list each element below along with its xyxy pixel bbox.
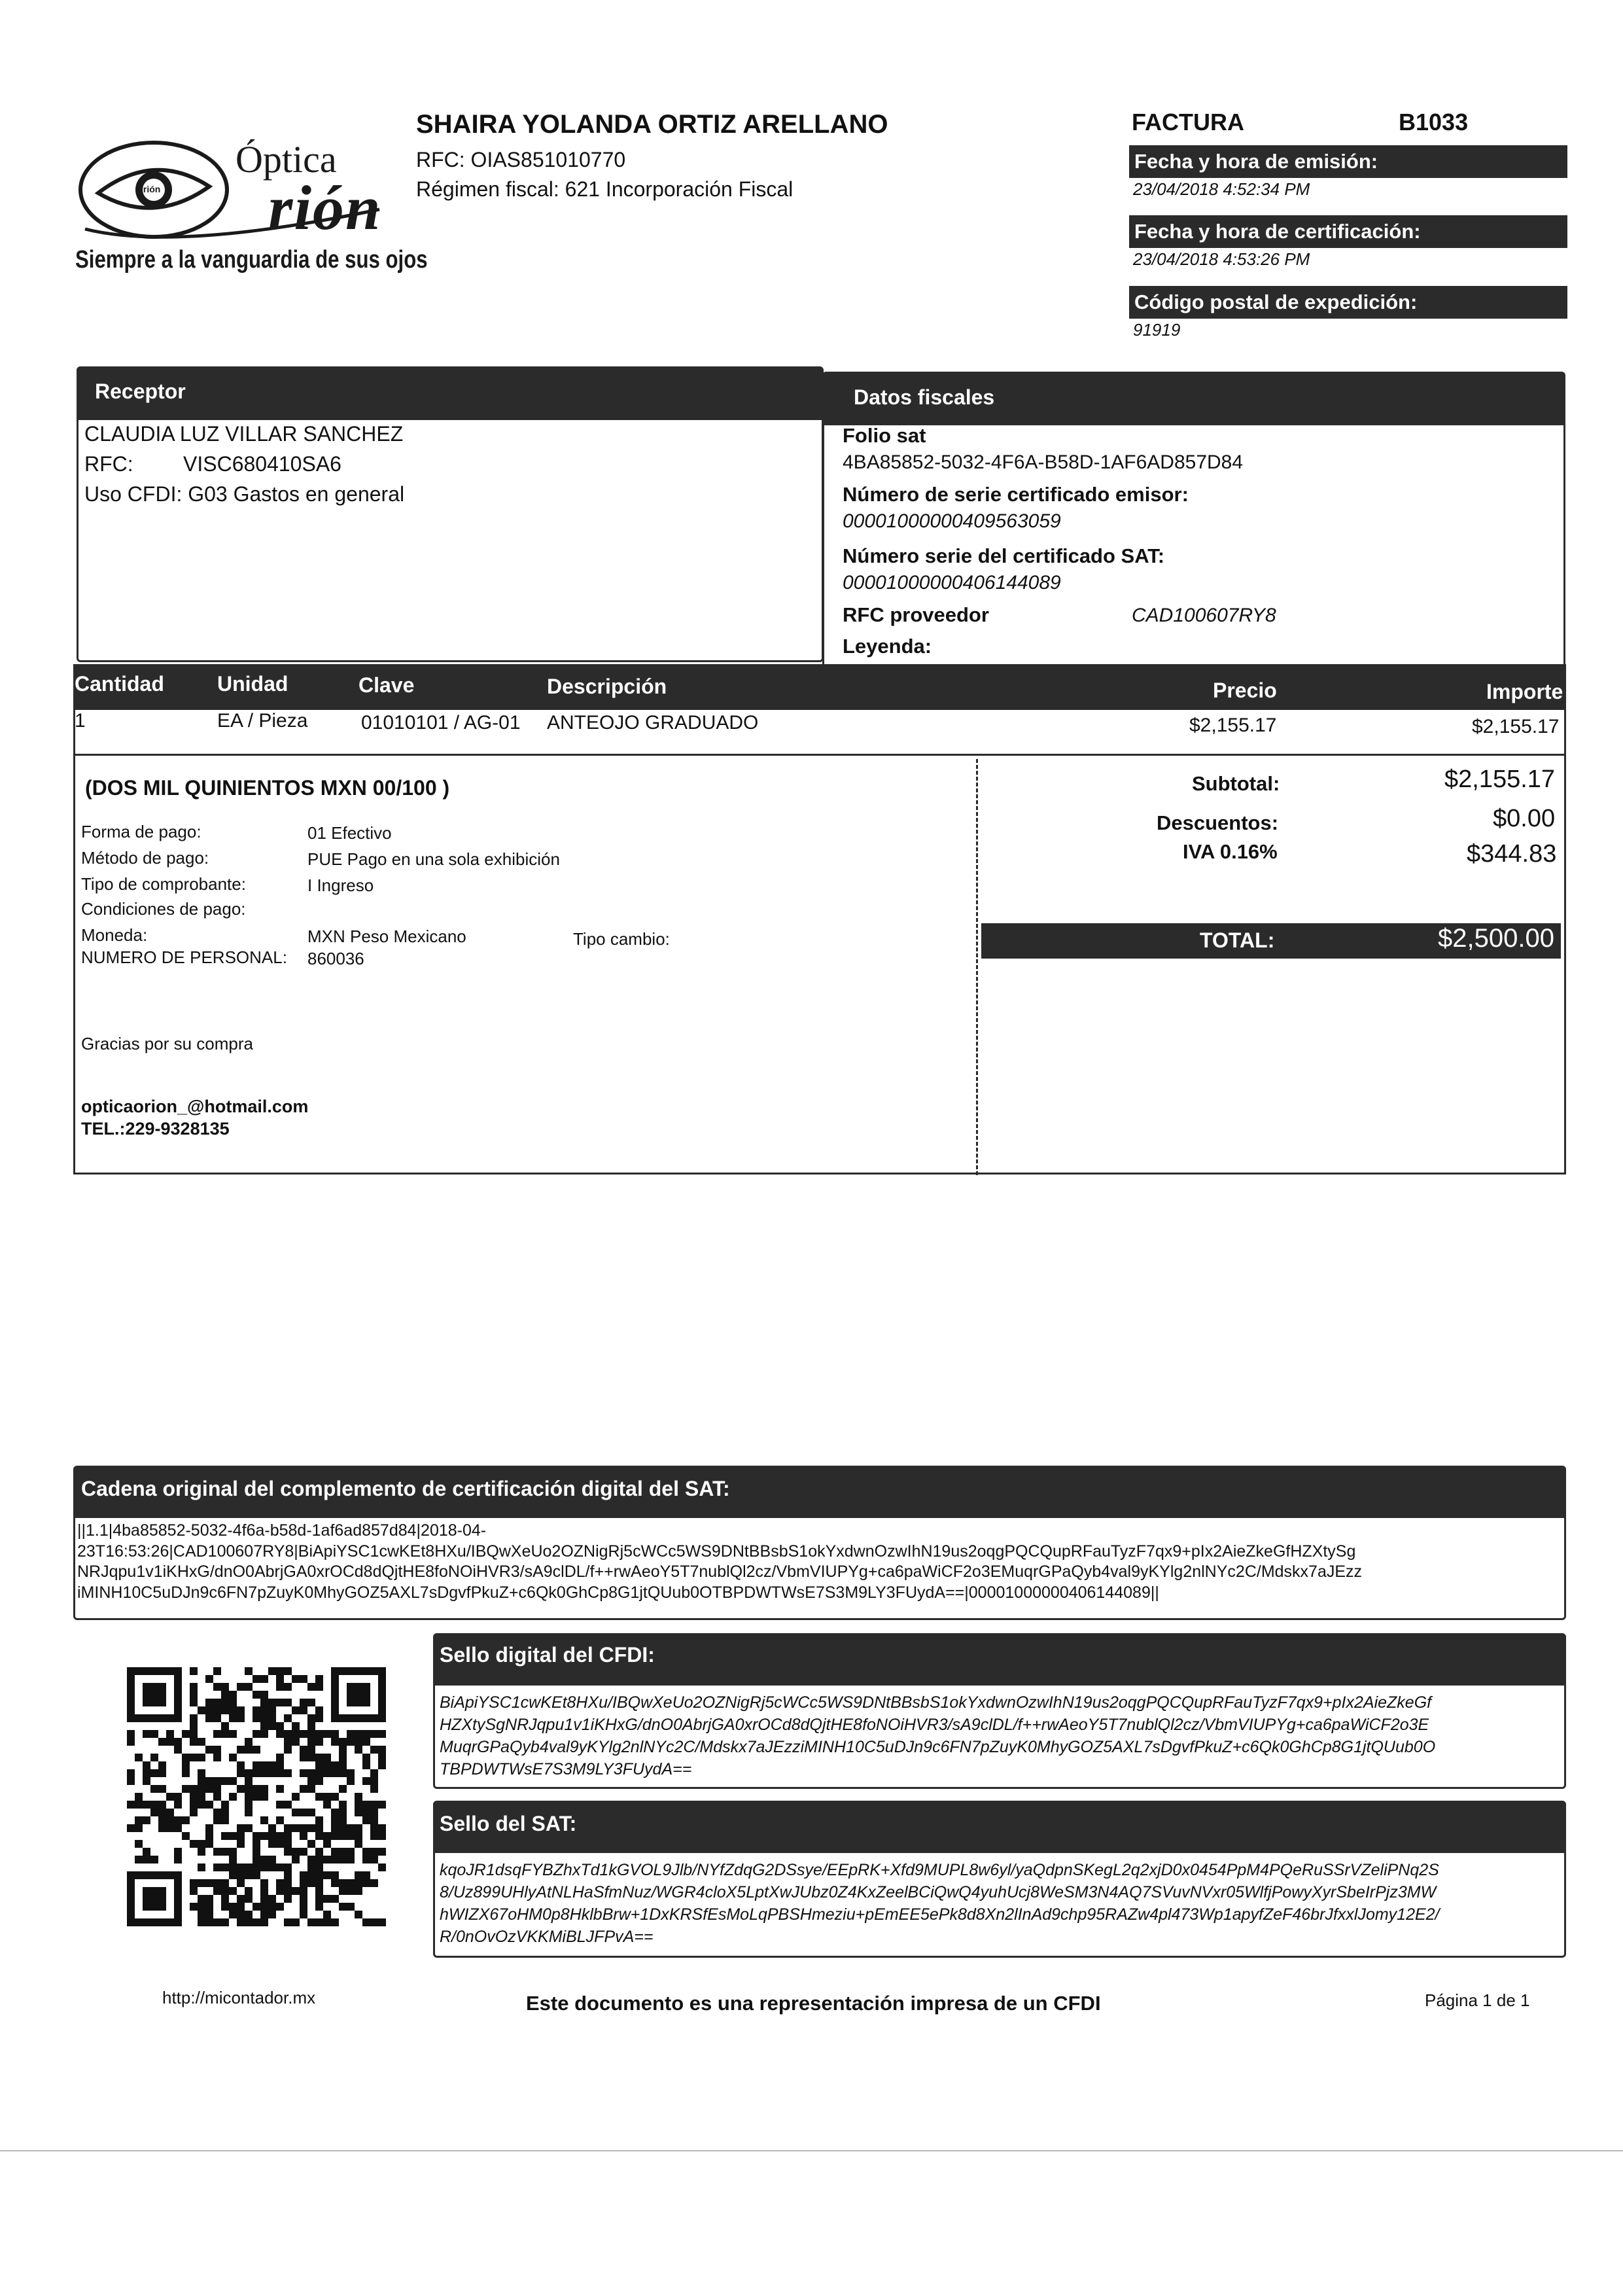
col-header-clave: Clave bbox=[358, 673, 415, 697]
items-table-header bbox=[73, 664, 1566, 710]
descuentos-value: $0.00 bbox=[1493, 805, 1556, 832]
certificacion-label: Fecha y hora de certificación: bbox=[1129, 215, 1567, 248]
descuentos-label: Descuentos: bbox=[1157, 811, 1279, 834]
folio-label: Folio sat bbox=[843, 424, 926, 447]
sello-sat-line-3: hWIZX67oHM0p8HklbBrw+1DxKRSfEsMoLqPBSHmeziu+pEmEE5ePk8d8Xn2lInAd9chp95RAZw4pl473Wp1apyfZeF46brJfxxlJomy12E2/ bbox=[440, 1905, 1440, 1924]
receptor-rfc-label: RFC: bbox=[84, 452, 133, 476]
receptor-rfc-value: VISC680410SA6 bbox=[183, 452, 341, 476]
thanks-text: Gracias por su compra bbox=[81, 1034, 253, 1053]
serie-sat-label: Número serie del certificado SAT: bbox=[843, 544, 1165, 567]
sello-cfdi-line-3: MuqrGPaQyb4val9yKYlg2nlNYc2C/Mdskx7aJEzziMINH10C5uDJn9c6FN7pZuyK0MhyGOZ5AXL7sDgvfPkuZ+c6Qk0GhCp8G1jtQUub0O bbox=[440, 1738, 1436, 1756]
cell-cantidad: 1 bbox=[75, 710, 86, 732]
qr-code-icon bbox=[127, 1667, 386, 1926]
receptor-header: Receptor bbox=[77, 366, 824, 420]
emision-label: Fecha y hora de emisión: bbox=[1129, 145, 1567, 178]
certificacion-value: 23/04/2018 4:53:26 PM bbox=[1133, 249, 1310, 269]
iva-value: $344.83 bbox=[1467, 840, 1557, 868]
cadena-line-1: ||1.1|4ba85852-5032-4f6a-b58d-1af6ad857d84|2018-04- bbox=[77, 1521, 487, 1540]
fiscal-header: Datos fiscales bbox=[822, 372, 1565, 425]
sello-sat-line-4: R/0nOvOzVKKMiBLJFPvA== bbox=[440, 1928, 654, 1946]
numero-personal-value: 860036 bbox=[307, 949, 364, 968]
issuer-rfc: RFC: OIAS851010770 bbox=[416, 148, 626, 171]
cp-label: Código postal de expedición: bbox=[1129, 286, 1567, 319]
emision-value: 23/04/2018 4:52:34 PM bbox=[1133, 179, 1310, 199]
issuer-name: SHAIRA YOLANDA ORTIZ ARELLANO bbox=[416, 110, 888, 139]
cell-clave: 01010101 / AG-01 bbox=[361, 712, 521, 733]
contact-email: opticaorion_@hotmail.com bbox=[81, 1097, 309, 1116]
issuer-regimen: Régimen fiscal: 621 Incorporación Fiscal bbox=[416, 177, 794, 201]
cadena-line-4: iMINH10C5uDJn9c6FN7pZuyK0MhyGOZ5AXL7sDgvfPkuZ+c6Qk0GhCp8G1jtQUub0OTBPDWTWsE7S3M9LY3FUydA==|00001000000406144089|| bbox=[77, 1583, 1159, 1602]
invoice-number: B1033 bbox=[1399, 109, 1469, 135]
metodo-pago-value: PUE Pago en una sola exhibición bbox=[307, 849, 560, 869]
numero-personal-label: NUMERO DE PERSONAL: bbox=[81, 947, 287, 967]
moneda-value: MXN Peso Mexicano bbox=[307, 927, 466, 946]
sello-cfdi-header: Sello digital del CFDI: bbox=[433, 1633, 1566, 1686]
iva-label: IVA 0.16% bbox=[1183, 840, 1278, 863]
sello-cfdi-line-2: HZXtySgNRJqpu1v1iKHxG/dnO0AbrjGA0xrOCd8dQjtHE8foNOiHVR3/sA9clDL/f++rwAeoY5T7nublQl2cz/VbmVIUPYg+ca6paWiCF2o3E bbox=[440, 1716, 1429, 1734]
subtotal-value: $2,155.17 bbox=[1444, 766, 1556, 793]
tipo-comprobante-label: Tipo de comprobante: bbox=[81, 874, 246, 894]
footer-url: http://micontador.mx bbox=[162, 1988, 316, 2007]
total-value: $2,500.00 bbox=[1438, 924, 1554, 953]
moneda-label: Moneda: bbox=[81, 925, 148, 945]
condiciones-pago-label: Condiciones de pago: bbox=[81, 899, 246, 919]
cadena-header: Cadena original del complemento de certificación digital del SAT: bbox=[73, 1466, 1566, 1518]
subtotal-label: Subtotal: bbox=[1192, 772, 1280, 795]
cell-importe: $2,155.17 bbox=[1472, 716, 1560, 737]
metodo-pago-label: Método de pago: bbox=[81, 848, 209, 868]
forma-pago-label: Forma de pago: bbox=[81, 822, 201, 841]
sello-cfdi-line-1: BiApiYSC1cwKEt8HXu/IBQwXeUo2OZNigRj5cWCc5WS9DNtBBsbS1okYxdwnOzwIhN19us2oqgPQCQupRFauTyzF7qx9+pIx2AieZkeGf bbox=[440, 1693, 1432, 1712]
company-logo bbox=[72, 131, 428, 288]
brand-name-bottom: rión bbox=[268, 173, 382, 243]
total-label: TOTAL: bbox=[1200, 928, 1275, 952]
col-header-unidad: Unidad bbox=[217, 672, 288, 696]
invoice-type: FACTURA bbox=[1132, 109, 1244, 135]
col-header-precio: Precio bbox=[1213, 679, 1277, 702]
panel-divider bbox=[976, 759, 978, 1175]
rfc-proveedor-label: RFC proveedor bbox=[843, 603, 989, 626]
receptor-name: CLAUDIA LUZ VILLAR SANCHEZ bbox=[84, 422, 404, 446]
cell-unidad: EA / Pieza bbox=[217, 710, 308, 732]
cell-descripcion: ANTEOJO GRADUADO bbox=[547, 712, 759, 733]
col-header-importe: Importe bbox=[1486, 680, 1563, 703]
cadena-line-2: 23T16:53:26|CAD100607RY8|BiApiYSC1cwKEt8HXu/IBQwXeUo2OZNigRj5cWCc5WS9DNtBBsbS1okYxdwnOzwIhN19us2oqgPQCQupRFauTyzF7qx9+pIx2AieZkeGfHZXtySg bbox=[77, 1542, 1356, 1561]
leyenda-label: Leyenda: bbox=[843, 635, 932, 658]
forma-pago-value: 01 Efectivo bbox=[307, 823, 392, 843]
sello-cfdi-line-4: TBPDWTWsE7S3M9LY3FUydA== bbox=[440, 1760, 692, 1778]
amount-in-words: (DOS MIL QUINIENTOS MXN 00/100 ) bbox=[85, 776, 450, 800]
logo-tagline: Siempre a la vanguardia de sus ojos bbox=[75, 246, 428, 274]
emblem-center-text: Orión bbox=[136, 184, 161, 194]
brand-name-top: Óptica bbox=[236, 138, 337, 181]
receptor-uso-cfdi: Uso CFDI: G03 Gastos en general bbox=[84, 482, 405, 506]
cadena-line-3: NRJqpu1v1iKHxG/dnO0AbrjGA0xrOCd8dQjtHE8foNOiHVR3/sA9clDL/f++rwAeoY5T7nublQl2cz/VbmVIUPYg+ca6paWiCF2o3EMuqrGPaQyb4val9yKYlg2nlNYc2C/Mdskx7aJEzz bbox=[77, 1563, 1363, 1581]
tipo-cambio-label: Tipo cambio: bbox=[573, 929, 670, 949]
rfc-proveedor-value: CAD100607RY8 bbox=[1132, 605, 1276, 626]
sello-sat-header: Sello del SAT: bbox=[433, 1801, 1566, 1853]
sello-sat-line-1: kqoJR1dsqFYBZhxTd1kGVOL9Jlb/NYfZdqG2DSsye/EEpRK+Xfd9MUPL8w6yl/yaQdpnSKegL2q2xjD0x0454PpM4PQeRuSSrVZeliPNq2S bbox=[440, 1861, 1439, 1879]
footer-page: Página 1 de 1 bbox=[1425, 1990, 1530, 2010]
qr-code bbox=[127, 1667, 386, 1926]
footer-note: Este documento es una representación impresa de un CFDI bbox=[526, 1992, 1101, 2015]
folio-value: 4BA85852-5032-4F6A-B58D-1AF6AD857D84 bbox=[843, 451, 1244, 473]
cp-value: 91919 bbox=[1133, 320, 1181, 340]
page-fold-line bbox=[0, 2150, 1623, 2151]
tipo-comprobante-value: I Ingreso bbox=[307, 875, 374, 895]
serie-emisor-label: Número de serie certificado emisor: bbox=[843, 483, 1189, 506]
contact-phone: TEL.:229-9328135 bbox=[81, 1119, 230, 1139]
sello-sat-line-2: 8/Uz899UHlyAtNLHaSfmNuz/WGR4cloX5LptXwJUbz0Z4KxZeelBCiQwQ4yuhUcj8WeSM3N4AQ7SVuvNVxr05WlfjPowyXyrSbeIrPjz3MW bbox=[440, 1883, 1437, 1901]
serie-sat-value: 00001000000406144089 bbox=[843, 572, 1061, 593]
cell-precio: $2,155.17 bbox=[1189, 715, 1277, 736]
serie-emisor-value: 00001000000409563059 bbox=[843, 510, 1061, 532]
col-header-cantidad: Cantidad bbox=[75, 672, 164, 696]
col-header-descripcion: Descripción bbox=[547, 675, 667, 698]
